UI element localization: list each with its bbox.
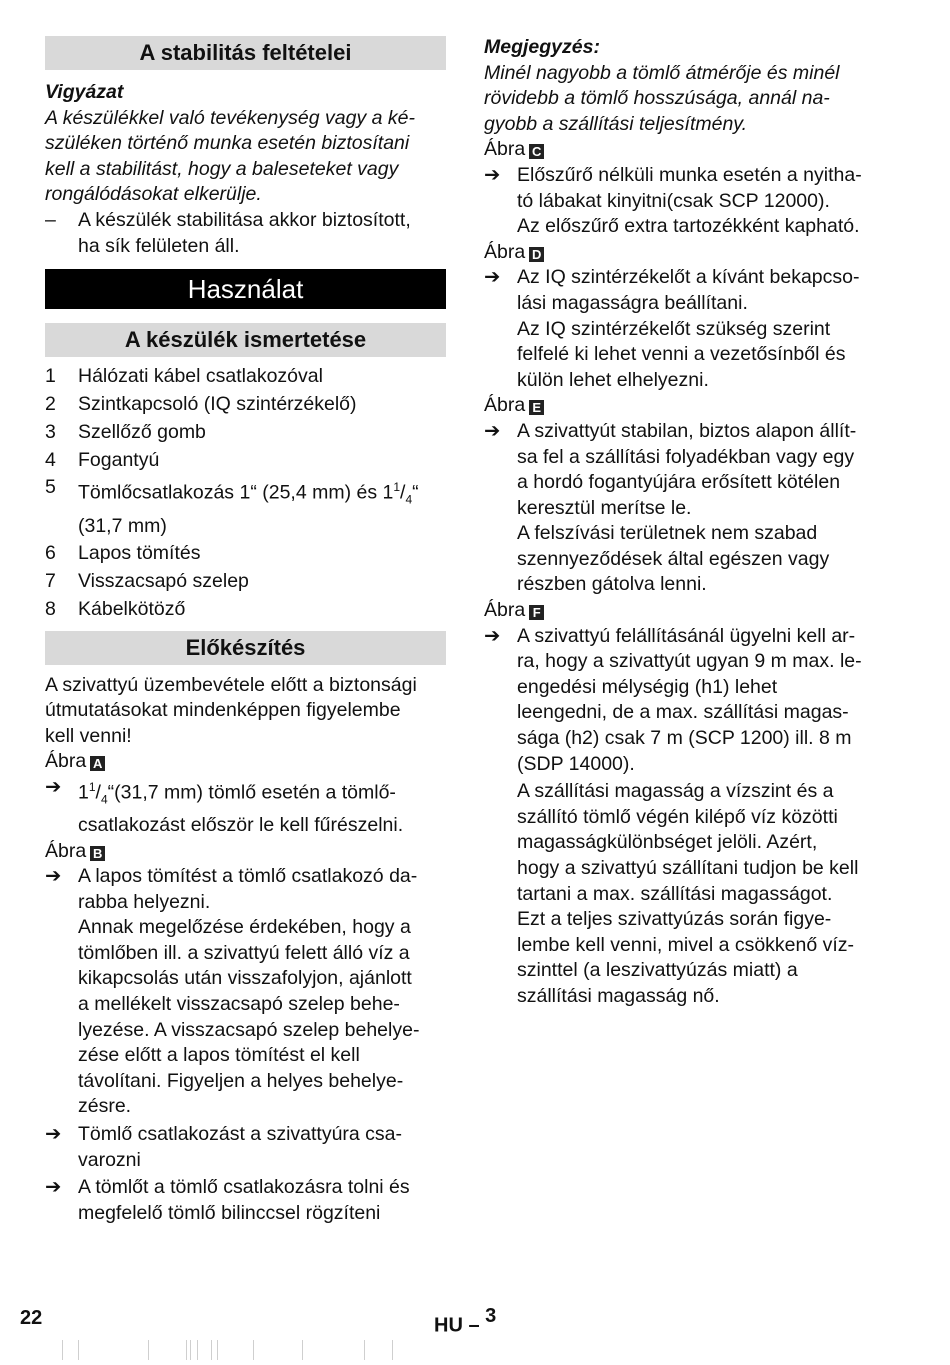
note-text — [484, 61, 884, 138]
fraction-numerator: 1 — [393, 480, 401, 495]
note-line: tartani a max. szállítási magasságot. — [517, 882, 833, 905]
right-arrow-icon: ➔ — [484, 624, 501, 647]
list-item — [45, 362, 446, 390]
figure-label: Ábra — [45, 750, 87, 773]
fraction-slash: / — [95, 781, 101, 804]
fraction-slash: / — [400, 481, 406, 504]
figure-badge: A — [90, 756, 105, 771]
warning-title: Vigyázat — [45, 81, 124, 103]
list-item — [45, 418, 446, 446]
instruction-text: A szivattyút stabilan, biztos alapon állít- — [517, 419, 857, 442]
right-arrow-icon: ➔ — [45, 1176, 62, 1199]
list-item — [45, 474, 446, 538]
figure-ref-b — [45, 839, 446, 865]
list-number: 6 — [45, 541, 56, 564]
note-line: A szállítási magasság a vízszint és a — [517, 780, 834, 803]
list-text: Lapos tömítés — [78, 541, 201, 564]
right-column — [484, 35, 884, 1010]
figure-ref-f — [484, 598, 884, 624]
instruction-text: A lapos tömítést a tömlő csatlakozó da- — [78, 865, 418, 888]
note-line: Az IQ szintérzékelőt szükség szerint — [517, 317, 831, 340]
note-line: Minél nagyobb a tömlő átmérője és minél — [484, 61, 840, 84]
warning-line: rongálódásokat elkerülje. — [45, 183, 262, 206]
figure-badge: E — [529, 400, 544, 415]
page-number: 22 — [20, 1307, 43, 1329]
right-arrow-icon: ➔ — [45, 1123, 62, 1146]
stability-heading: A stabilitás feltételei — [45, 36, 446, 70]
prep-line: A szivattyú üzembevétele előtt a biztonsági — [45, 673, 417, 696]
instruction-text: A tömlőt a tömlő csatlakozásra tolni és — [78, 1176, 410, 1199]
stability-dash-item — [45, 208, 446, 259]
note-line: Annak megelőzése érdekében, hogy a — [78, 916, 411, 939]
instruction-item — [484, 419, 884, 521]
warning-line: szüléken történő munka esetén biztosítani — [45, 132, 410, 155]
list-item — [45, 539, 446, 567]
note-line: felfelé ki lehet venni a vezetősínből és — [517, 343, 846, 366]
list-item — [45, 446, 446, 474]
instruction-item — [45, 864, 446, 915]
instruction-text: “(31,7 mm) tömlő esetén a tömlő- — [107, 781, 396, 804]
note-line: gyobb a szállítási teljesítmény. — [484, 112, 748, 135]
list-text: Visszacsapó szelep — [78, 569, 249, 592]
figure-label: Ábra — [45, 839, 87, 862]
figure-ref-a — [45, 749, 446, 775]
list-number: 3 — [45, 421, 56, 444]
instruction-item — [484, 163, 884, 214]
note-line: tömlőben ill. a szivattyú felett álló víz a — [78, 941, 410, 964]
list-number: 4 — [45, 449, 56, 472]
dash-marker: – — [45, 208, 56, 231]
note-line: szinttel (a leszivattyúzás miatt) a — [517, 959, 798, 982]
fraction-denominator: 4 — [405, 492, 413, 507]
instruction-text: lási magasságra beállítani. — [517, 291, 748, 314]
right-arrow-icon: ➔ — [484, 163, 501, 186]
warning-line: kell a stabilitást, hogy a baleseteket vagy — [45, 157, 399, 180]
prep-line: útmutatásokat mindenképpen figyelembe — [45, 699, 401, 722]
instruction-text: (SDP 14000). — [517, 752, 635, 775]
note-line: A felszívási területnek nem szabad — [517, 522, 818, 545]
note-line: zésre. — [78, 1095, 132, 1118]
list-item — [45, 595, 446, 623]
instruction-text: 1 — [78, 781, 89, 804]
list-text: Fogantyú — [78, 449, 160, 472]
list-text: Hálózati kábel csatlakozóval — [78, 365, 323, 388]
instruction-item — [45, 1175, 446, 1226]
right-arrow-icon: ➔ — [45, 775, 62, 798]
note-title: Megjegyzés: — [484, 36, 600, 58]
instruction-note — [484, 779, 884, 1009]
note-line: Ezt a teljes szivattyúzás során figye- — [517, 908, 832, 931]
fraction-numerator: 1 — [88, 779, 96, 794]
figure-label: Ábra — [484, 599, 526, 622]
figure-badge: B — [90, 846, 105, 861]
instruction-text: varozni — [78, 1148, 141, 1171]
instruction-text: megfelelő tömlő bilinccsel rögzíteni — [78, 1201, 381, 1224]
fraction-denominator: 4 — [100, 792, 108, 807]
instruction-note — [45, 915, 446, 1120]
note-line: lembe kell venni, mivel a csökkenő víz- — [517, 933, 855, 956]
note-line: lyezése. A visszacsapó szelep behelye- — [78, 1018, 420, 1041]
figure-label: Ábra — [484, 138, 526, 161]
instruction-text: Az IQ szintérzékelőt a kívánt bekapcso- — [517, 266, 860, 289]
instruction-text: engedési mélységig (h1) lehet — [517, 675, 778, 698]
note-line: rövidebb a tömlő hosszúsága, annál na- — [484, 87, 830, 110]
right-arrow-icon: ➔ — [45, 865, 62, 888]
figure-ref-d — [484, 240, 884, 266]
scan-margin-marks — [0, 1340, 950, 1360]
figure-ref-c — [484, 137, 884, 163]
instruction-note: Az előszűrő extra tartozékként kapható. — [517, 215, 860, 238]
instruction-item — [45, 1122, 446, 1173]
dash-item-line: A készülék stabilitása akkor biztosított, — [78, 208, 411, 231]
list-text: Szintkapcsoló (IQ szintérzékelő) — [78, 393, 357, 416]
list-text: “ — [412, 481, 419, 504]
instruction-text: Előszűrő nélküli munka esetén a nyitha- — [517, 163, 862, 186]
instruction-text: Tömlő csatlakozást a szivattyúra csa- — [78, 1123, 403, 1146]
note-line: szennyeződések által egészen vagy — [517, 547, 830, 570]
description-heading: A készülék ismertetése — [45, 323, 446, 357]
list-number: 5 — [45, 476, 56, 499]
note-line: külön lehet elhelyezni. — [517, 368, 709, 391]
list-text: (31,7 mm) — [78, 514, 167, 537]
prep-heading: Előkészítés — [45, 631, 446, 665]
instruction-item — [484, 265, 884, 316]
list-number: 7 — [45, 569, 56, 592]
note-line: távolítani. Figyeljen a helyes behelye- — [78, 1069, 404, 1092]
figure-ref-e — [484, 393, 884, 419]
instruction-text: keresztül merítse le. — [517, 496, 692, 519]
warning-text — [45, 106, 446, 208]
prep-line: kell venni! — [45, 724, 132, 747]
usage-heading: Használat — [45, 269, 446, 309]
footer-sheet: 3 — [485, 1305, 497, 1327]
list-number: 2 — [45, 393, 56, 416]
figure-label: Ábra — [484, 240, 526, 263]
note-line: részben gátolva lenni. — [517, 573, 707, 596]
figure-badge: D — [529, 247, 544, 262]
instruction-text: leengedni, de a max. szállítási magas- — [517, 701, 849, 724]
instruction-text: sa fel a szállítási folyadékban vagy egy — [517, 445, 855, 468]
figure-badge: C — [529, 144, 544, 159]
instruction-note — [484, 317, 884, 394]
left-column — [45, 36, 446, 1226]
note-line: a mellékelt visszacsapó szelep behe- — [78, 993, 400, 1016]
list-text: Szellőző gomb — [78, 421, 206, 444]
dash-item-line: ha sík felületen áll. — [78, 234, 240, 257]
list-text: Tömlőcsatlakozás 1“ (25,4 mm) és 1 — [78, 481, 394, 504]
warning-line: A készülékkel való tevékenység vagy a ké- — [45, 106, 415, 129]
instruction-note — [484, 521, 884, 598]
page-footer-label — [434, 1306, 496, 1339]
note-line: kikapcsolás után visszafolyjon, ajánlott — [78, 967, 412, 990]
instruction-text: tó lábakat kinyitni(csak SCP 12000). — [517, 189, 830, 212]
instruction-text: A szivattyú felállításánál ügyelni kell ar- — [517, 624, 856, 647]
instruction-text: sága (h2) csak 7 m (SCP 1200) ill. 8 m — [517, 727, 852, 750]
list-item — [45, 567, 446, 595]
figure-badge: F — [529, 605, 544, 620]
prep-paragraph — [45, 673, 446, 750]
list-number: 1 — [45, 365, 56, 388]
footer-lang: HU – — [434, 1314, 480, 1337]
right-arrow-icon: ➔ — [484, 266, 501, 289]
figure-label: Ábra — [484, 394, 526, 417]
instruction-text: rabba helyezni. — [78, 890, 211, 913]
right-arrow-icon: ➔ — [484, 419, 501, 442]
note-line: hogy a szivattyú szállítani tudjon be kell — [517, 857, 859, 879]
instruction-item — [45, 775, 446, 839]
list-text: Kábelkötöző — [78, 597, 186, 620]
parts-list — [45, 362, 446, 622]
list-number: 8 — [45, 597, 56, 620]
note-line: magasságkülönbséget jelöli. Azért, — [517, 831, 818, 854]
note-line: szállító tömlő végén kilépő víz közötti — [517, 805, 838, 828]
list-item — [45, 390, 446, 418]
note-line: szállítási magasság nő. — [517, 984, 720, 1007]
instruction-text: ra, hogy a szivattyút ugyan 9 m max. le- — [517, 650, 862, 673]
instruction-text: a hordó fogantyújára erősített kötélen — [517, 471, 841, 494]
instruction-item — [484, 624, 884, 778]
instruction-text: csatlakozást először le kell fűrészelni. — [78, 813, 404, 836]
note-line: zése előtt a lapos tömítést el kell — [78, 1044, 360, 1067]
